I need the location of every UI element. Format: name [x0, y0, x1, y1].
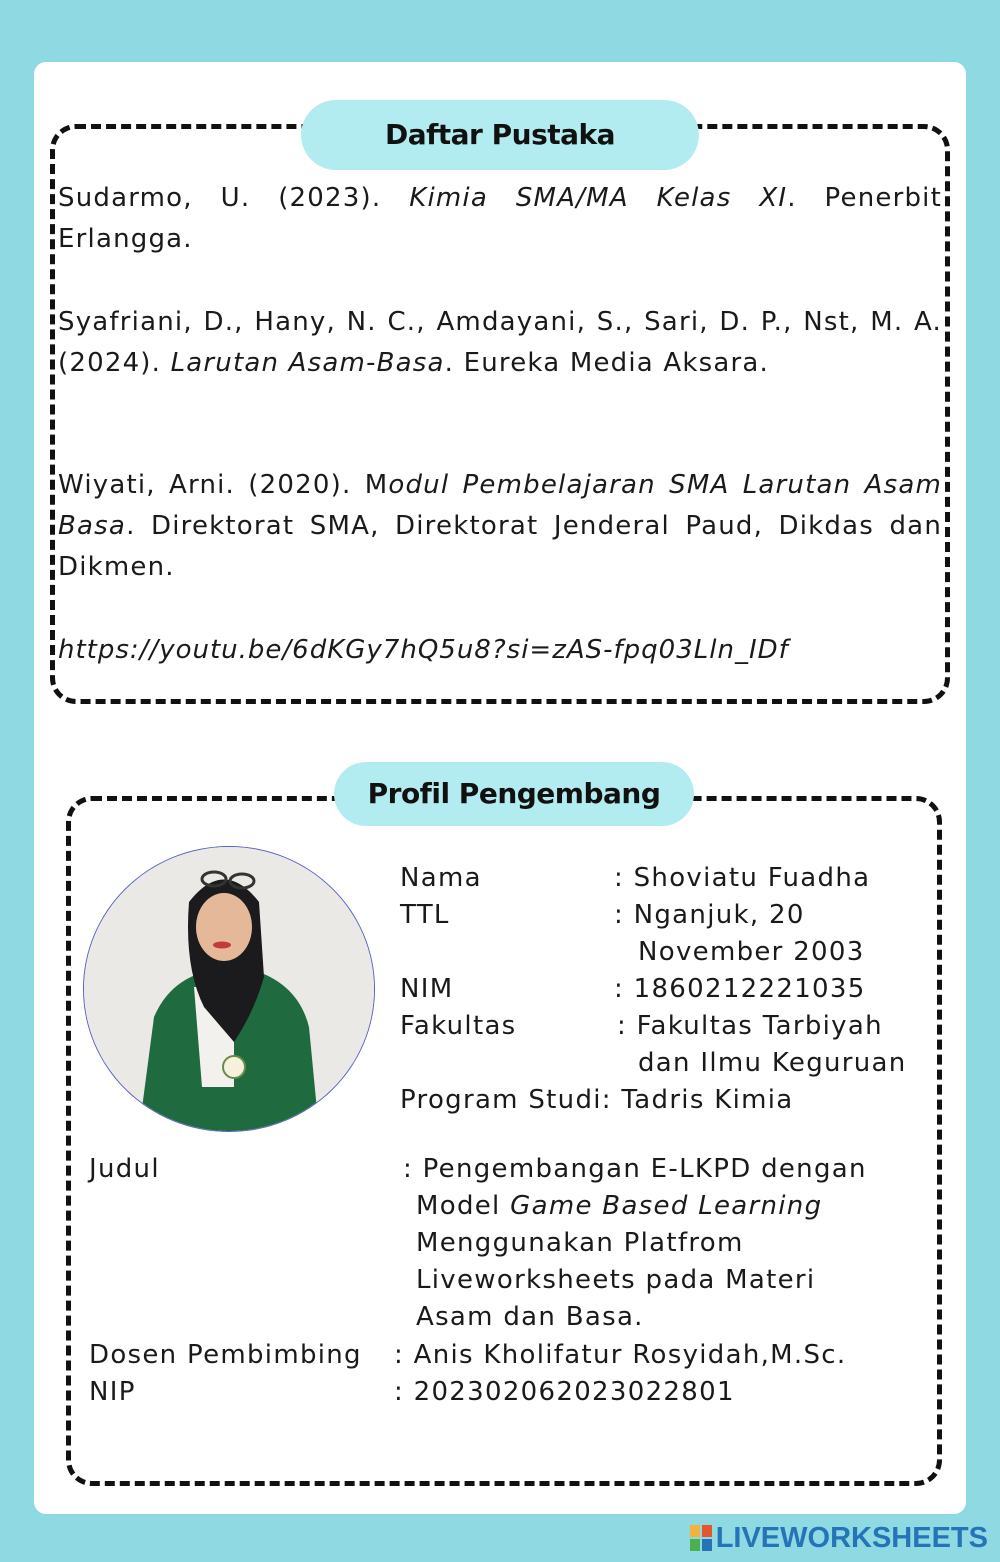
ttl-label: TTL — [400, 900, 450, 930]
judul-value-2: Model Game Based Learning — [416, 1191, 823, 1221]
brand-text: LIVEWORKSHEETS — [715, 1521, 988, 1554]
reference-url[interactable]: https://youtu.be/6dKGy7hQ5u8?si=zAS-fpq03Lln_IDf — [58, 635, 789, 665]
liveworksheets-logo[interactable] — [690, 1520, 988, 1556]
nip-value: : 202302062023022801 — [394, 1377, 735, 1407]
judul-value-4: Liveworksheets pada Materi — [416, 1265, 816, 1295]
nip-label: NIP — [89, 1377, 136, 1407]
developer-photo — [83, 846, 375, 1132]
prodi-value: : Tadris Kimia — [601, 1085, 794, 1115]
judul-value-3: Menggunakan Platfrom — [416, 1228, 744, 1258]
nim-value: : 1860212221035 — [614, 974, 866, 1004]
reference-3: Wiyati, Arni. (2020). Modul Pembelajaran SMA Larutan Asam Basa. Direktorat SMA, Direktorat Jenderal Paud, Dikdas dan Dikmen. — [58, 470, 942, 582]
nim-label: NIM — [400, 974, 454, 1004]
prodi-label: Program Studi — [400, 1085, 602, 1115]
fakultas-value-cont: dan Ilmu Keguruan — [638, 1048, 907, 1078]
judul-label: Judul — [89, 1154, 160, 1184]
dosen-label: Dosen Pembimbing — [89, 1340, 362, 1370]
profile-title: Profil Pengembang — [334, 762, 694, 826]
fakultas-value: : Fakultas Tarbiyah — [617, 1011, 883, 1041]
ttl-value: : Nganjuk, 20 — [614, 900, 805, 930]
nama-label: Nama — [400, 863, 482, 893]
reference-1: Sudarmo, U. (2023). Kimia SMA/MA Kelas XI. Penerbit Erlangga. — [58, 183, 942, 254]
judul-value-5: Asam dan Basa. — [416, 1302, 644, 1332]
fakultas-label: Fakultas — [400, 1011, 517, 1041]
profile-ttl — [400, 897, 805, 934]
profile-prodi — [400, 1082, 794, 1119]
dosen-value: : Anis Kholifatur Rosyidah,M.Sc. — [394, 1340, 847, 1370]
nama-value: : Shoviatu Fuadha — [614, 863, 871, 893]
ttl-value-cont: November 2003 — [638, 937, 865, 967]
profile-nama — [400, 860, 870, 897]
judul-value: : Pengembangan E-LKPD dengan — [403, 1154, 867, 1184]
reference-2: Syafriani, D., Hany, N. C., Amdayani, S., Sari, D. P., Nst, M. A. (2024). Larutan Asam-Basa. Eureka Media Aksara. — [58, 307, 942, 378]
references-title: Daftar Pustaka — [301, 100, 699, 170]
profile-nim — [400, 971, 866, 1008]
liveworksheets-icon — [690, 1525, 712, 1551]
profile-fakultas — [400, 1008, 883, 1045]
